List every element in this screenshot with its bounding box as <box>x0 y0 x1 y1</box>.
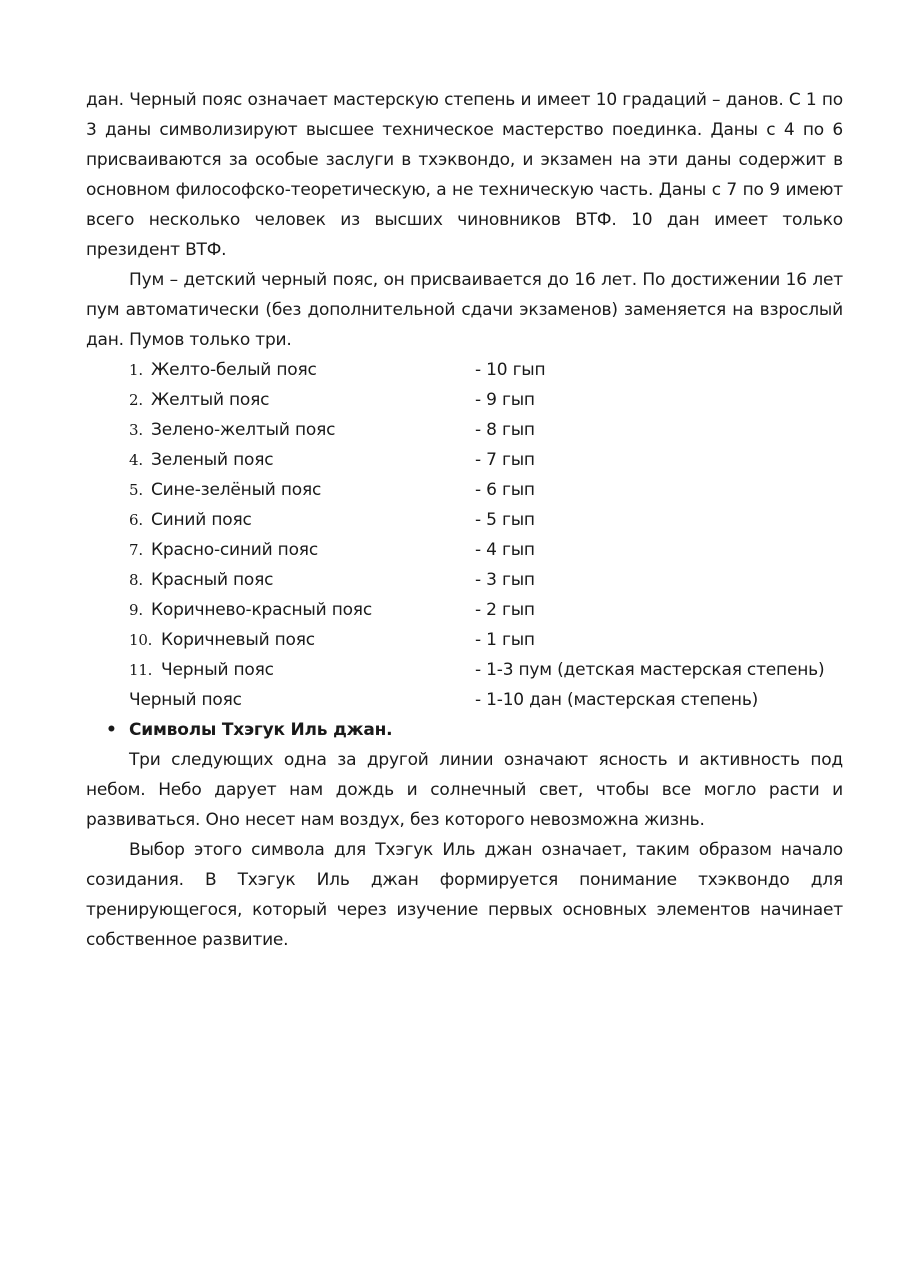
belt-number: 2. <box>129 391 143 409</box>
belt-number: 10. <box>129 631 153 649</box>
belt-row <box>86 385 843 415</box>
belt-number: 11. <box>129 661 153 679</box>
belt-grade: - 2 гып <box>475 600 535 620</box>
belt-name: Красный пояс <box>151 570 274 590</box>
belt-grade: - 1-10 дан (мастерская степень) <box>475 690 759 710</box>
belt-row <box>86 565 843 595</box>
belt-grade: - 1-3 пум (детская мастерская степень) <box>475 660 825 680</box>
belt-name: Синий пояс <box>151 510 252 530</box>
section-heading-text: Символы Тхэгук Иль джан. <box>129 720 393 740</box>
belt-grade: - 8 гып <box>475 420 535 440</box>
bullet-icon: • <box>106 720 117 740</box>
belt-number: 7. <box>129 541 143 559</box>
belt-name: Сине-зелёный пояс <box>151 480 322 500</box>
paragraph-dan-description: дан. Черный пояс означает мастерскую степень и имеет 10 градаций – данов. С 1 по 3 даны символизируют высшее техническое мастерство поединка. Даны с 4 по 6 присваиваются за особые заслуги в тхэквондо, и экзамен на эти даны содержит в основном философско-теоретическую, а не техническую часть. Даны с 7 по 9 имеют всего несколько человек из высших чиновников ВТФ. 10 дан имеет только президент ВТФ. <box>86 90 843 260</box>
belt-grade: - 1 гып <box>475 630 535 650</box>
belt-name: Желто-белый пояс <box>151 360 317 380</box>
belt-grade: - 10 гып <box>475 360 546 380</box>
belt-row <box>86 505 843 535</box>
belt-row <box>86 445 843 475</box>
belt-row <box>86 415 843 445</box>
belt-number: 6. <box>129 511 143 529</box>
belt-grade: - 4 гып <box>475 540 535 560</box>
belt-grade: - 7 гып <box>475 450 535 470</box>
belt-row <box>86 655 843 685</box>
paragraph-symbol-choice: Выбор этого символа для Тхэгук Иль джан означает, таким образом начало созидания. В Тхэгук Иль джан формируется понимание тхэквондо для тренирующегося, который через изучение первых основных элементов начинает собственное развитие. <box>86 840 843 950</box>
belt-name: Желтый пояс <box>151 390 270 410</box>
belt-list <box>86 355 843 715</box>
belt-name: Зеленый пояс <box>151 450 274 470</box>
belt-name: Зелено-желтый пояс <box>151 420 336 440</box>
belt-number: 8. <box>129 571 143 589</box>
belt-number: 1. <box>129 361 143 379</box>
belt-grade: - 5 гып <box>475 510 535 530</box>
belt-row-adult-black <box>86 685 843 715</box>
belt-name: Коричнево-красный пояс <box>151 600 372 620</box>
belt-number: 9. <box>129 601 143 619</box>
document-page <box>86 85 843 955</box>
paragraph-symbol-meaning: Три следующих одна за другой линии означают ясность и активность под небом. Небо дарует нам дождь и солнечный свет, чтобы все могло расти и развиваться. Оно несет нам воздух, без которого невозможна жизнь. <box>86 750 843 830</box>
belt-grade: - 6 гып <box>475 480 535 500</box>
belt-row <box>86 535 843 565</box>
belt-number: 5. <box>129 481 143 499</box>
belt-name: Черный пояс <box>161 660 274 680</box>
belt-row <box>86 355 843 385</box>
belt-row <box>86 625 843 655</box>
paragraph-pum-description: Пум – детский черный пояс, он присваивается до 16 лет. По достижении 16 лет пум автоматически (без дополнительной сдачи экзаменов) заменяется на взрослый дан. Пумов только три. <box>86 270 843 350</box>
belt-number: 3. <box>129 421 143 439</box>
belt-row <box>86 475 843 505</box>
belt-number: 4. <box>129 451 143 469</box>
belt-grade: - 3 гып <box>475 570 535 590</box>
section-heading <box>86 715 843 745</box>
belt-name: Коричневый пояс <box>161 630 315 650</box>
belt-name: Красно-синий пояс <box>151 540 318 560</box>
belt-grade: - 9 гып <box>475 390 535 410</box>
belt-row <box>86 595 843 625</box>
belt-name: Черный пояс <box>129 690 242 710</box>
